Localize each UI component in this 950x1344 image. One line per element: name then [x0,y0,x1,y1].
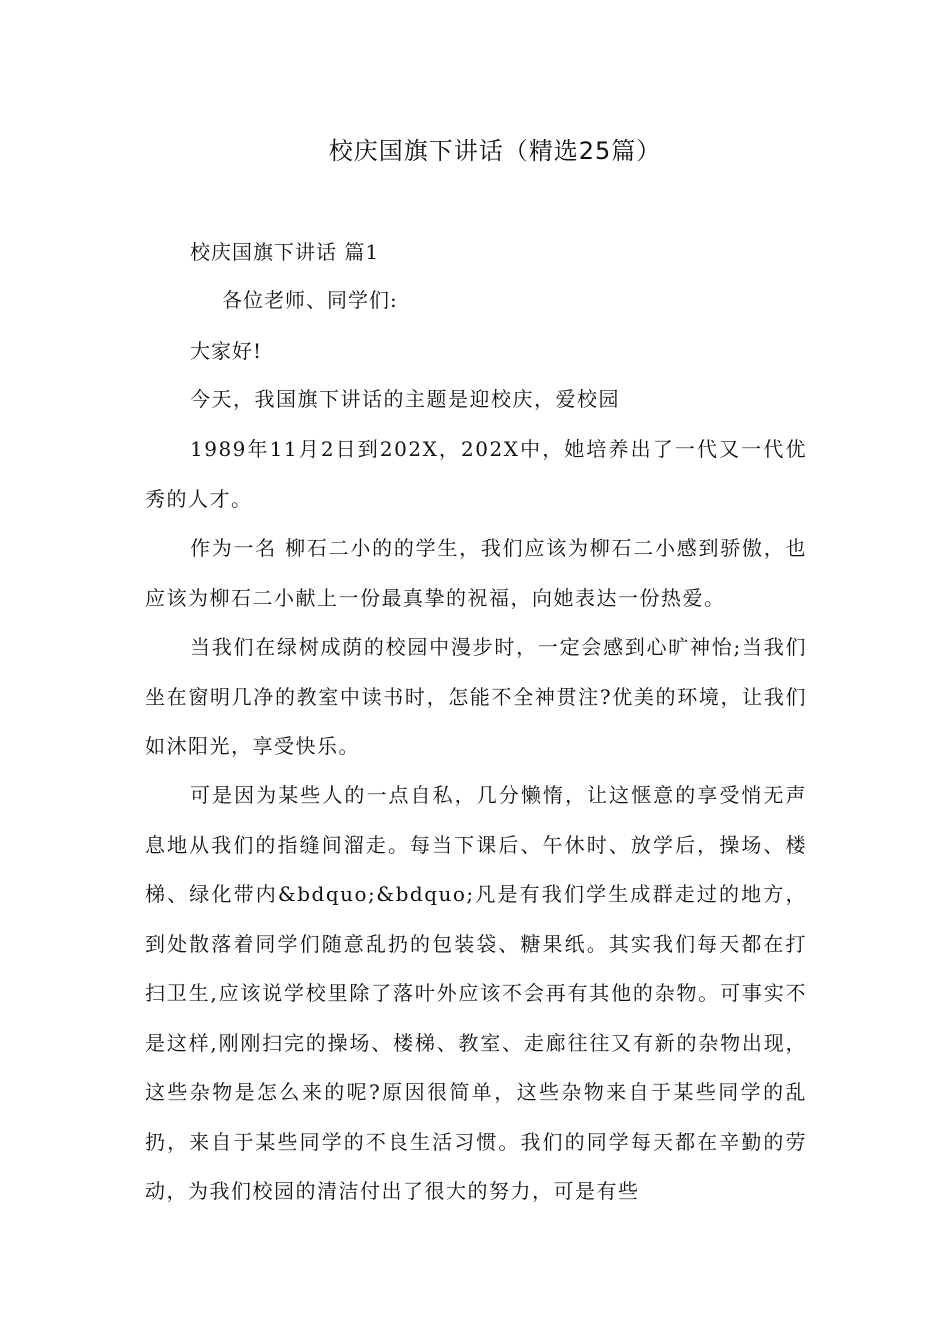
paragraph-theme: 今天，我国旗下讲话的主题是迎校庆，爱校园 [190,387,620,411]
paragraph-campus: 当我们在绿树成荫的校园中漫步时，一定会感到心旷神怡;当我们坐在窗明几净的教室中读书时，怎能不全神贯注?优美的环境，让我们如沐阳光，享受快乐。 [145,635,807,758]
paragraph-history: 1989年11月2日到202X，202X中，她培养出了一代又一代优秀的人才。 [145,437,807,511]
section-heading: 校庆国旗下讲话 篇1 [190,240,380,264]
greeting: 大家好! [190,339,263,363]
document-title: 校庆国旗下讲话（精选25篇） [328,137,662,165]
paragraph-pride: 作为一名 柳石二小的的学生，我们应该为柳石二小感到骄傲，也应该为柳石二小献上一份最真挚的祝福，向她表达一份热爱。 [145,536,807,610]
salutation: 各位老师、同学们: [222,288,398,312]
paragraph-litter: 可是因为某些人的一点自私，几分懒惰，让这惬意的享受悄无声息地从我们的指缝间溜走。每当下课后、午休时、放学后，操场、楼梯、绿化带内&bdquo;&bdquo;凡是有我们学生成群走过的地方，到处散落着同学们随意乱扔的包装袋、糖果纸。其实我们每天都在打扫卫生,应该说学校里除了落叶外应该不会再有其他的杂物。可事实不是这样,刚刚扫完的操场、楼梯、教室、走廊往往又有新的杂物出现，这些杂物是怎么来的呢?原因很简单，这些杂物来自于某些同学的乱扔，来自于某些同学的不良生活习惯。我们的同学每天都在辛勤的劳动，为我们校园的清洁付出了很大的努力，可是有些 [145,783,807,1203]
